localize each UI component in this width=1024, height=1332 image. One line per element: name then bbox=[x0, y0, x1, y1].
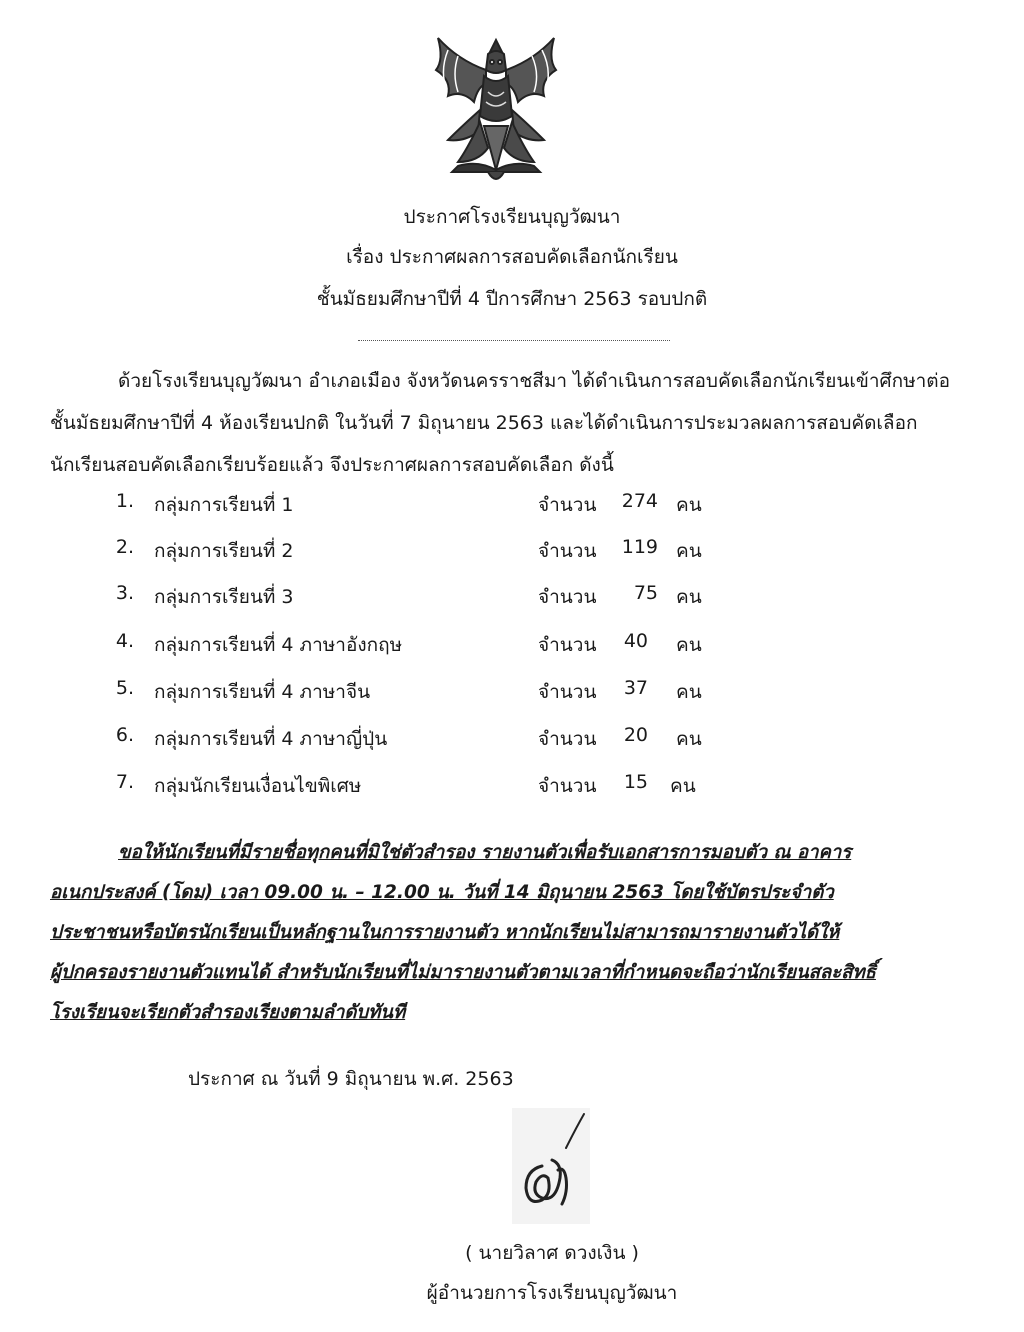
announcement-grade-year: ชั้นมัธยมศึกษาปีที่ 4 ปีการศึกษา 2563 รอบปกติ bbox=[316, 288, 708, 310]
item-count-label: จำนวน bbox=[538, 681, 597, 703]
item-count: 75 bbox=[633, 582, 658, 604]
item-unit: คน bbox=[676, 494, 702, 516]
notice-line-2: อเนกประสงค์ (โดม) เวลา 09.00 น. – 12.00 น. วันที่ 14 มิถุนายน 2563 โดยใช้บัตรประจำตัว bbox=[50, 882, 834, 903]
item-count: 20 bbox=[623, 724, 648, 746]
notice-line-1: ขอให้นักเรียนที่มีรายชื่อทุกคนที่มิใช่ตัวสำรอง รายงานตัวเพื่อรับเอกสารการมอบตัว ณ อาคาร bbox=[118, 842, 852, 863]
item-number: 4. bbox=[115, 630, 134, 652]
item-name: กลุ่มการเรียนที่ 2 bbox=[154, 540, 294, 562]
item-name: กลุ่มการเรียนที่ 4 ภาษาจีน bbox=[154, 681, 371, 703]
item-count-label: จำนวน bbox=[538, 494, 597, 516]
signature-icon bbox=[512, 1108, 590, 1224]
item-count: 40 bbox=[623, 630, 648, 652]
item-number: 6. bbox=[115, 724, 134, 746]
item-number: 1. bbox=[115, 490, 134, 512]
item-number: 5. bbox=[115, 677, 134, 699]
body-line-1: ด้วยโรงเรียนบุญวัฒนา อำเภอเมือง จังหวัดนครราชสีมา ได้ดำเนินการสอบคัดเลือกนักเรียนเข้าศึกษาต่อ bbox=[118, 370, 951, 392]
notice-line-3: ประชาชนหรือบัตรนักเรียนเป็นหลักฐานในการรายงานตัว หากนักเรียนไม่สามารถมารายงานตัวได้ให้ bbox=[50, 922, 840, 943]
item-count-label: จำนวน bbox=[538, 634, 597, 656]
item-count-label: จำนวน bbox=[538, 586, 597, 608]
item-name: กลุ่มการเรียนที่ 4 ภาษาอังกฤษ bbox=[154, 634, 403, 656]
item-name: กลุ่มนักเรียนเงื่อนไขพิเศษ bbox=[154, 775, 362, 797]
item-count-label: จำนวน bbox=[538, 540, 597, 562]
signatory-name: ( นายวิลาศ ดวงเงิน ) bbox=[465, 1242, 639, 1264]
announcement-date: ประกาศ ณ วันที่ 9 มิถุนายน พ.ศ. 2563 bbox=[188, 1068, 514, 1090]
item-unit: คน bbox=[670, 775, 696, 797]
item-unit: คน bbox=[676, 728, 702, 750]
notice-line-5: โรงเรียนจะเรียกตัวสำรองเรียงตามลำดับทันที bbox=[50, 1002, 406, 1023]
item-unit: คน bbox=[676, 681, 702, 703]
item-number: 2. bbox=[115, 536, 134, 558]
announcement-subject: เรื่อง ประกาศผลการสอบคัดเลือกนักเรียน bbox=[346, 246, 678, 268]
item-unit: คน bbox=[676, 540, 702, 562]
item-unit: คน bbox=[676, 634, 702, 656]
item-count: 37 bbox=[623, 677, 648, 699]
item-count: 119 bbox=[621, 536, 658, 558]
garuda-emblem-icon bbox=[418, 30, 574, 192]
item-number: 3. bbox=[115, 582, 134, 604]
item-name: กลุ่มการเรียนที่ 4 ภาษาญี่ปุ่น bbox=[154, 728, 388, 750]
body-line-2: ชั้นมัธยมศึกษาปีที่ 4 ห้องเรียนปกติ ในวันที่ 7 มิถุนายน 2563 และได้ดำเนินการประมวลผลการสอบคัดเลือก bbox=[50, 412, 918, 434]
body-line-3: นักเรียนสอบคัดเลือกเรียบร้อยแล้ว จึงประกาศผลการสอบคัดเลือก ดังนี้ bbox=[50, 454, 614, 476]
item-count: 15 bbox=[623, 771, 648, 793]
item-count-label: จำนวน bbox=[538, 775, 597, 797]
item-name: กลุ่มการเรียนที่ 1 bbox=[154, 494, 294, 516]
item-number: 7. bbox=[115, 771, 134, 793]
notice-line-4: ผู้ปกครองรายงานตัวแทนได้ สำหรับนักเรียนที่ไม่มารายงานตัวตามเวลาที่กำหนดจะถือว่านักเรียนสละสิทธิ์ bbox=[50, 962, 876, 983]
item-count-label: จำนวน bbox=[538, 728, 597, 750]
signature-area bbox=[512, 1108, 590, 1224]
item-name: กลุ่มการเรียนที่ 3 bbox=[154, 586, 294, 608]
item-count: 274 bbox=[621, 490, 658, 512]
item-unit: คน bbox=[676, 586, 702, 608]
separator-dots bbox=[358, 340, 670, 341]
school-announcement-heading: ประกาศโรงเรียนบุญวัฒนา bbox=[403, 206, 621, 228]
signatory-title: ผู้อำนวยการโรงเรียนบุญวัฒนา bbox=[426, 1282, 678, 1304]
